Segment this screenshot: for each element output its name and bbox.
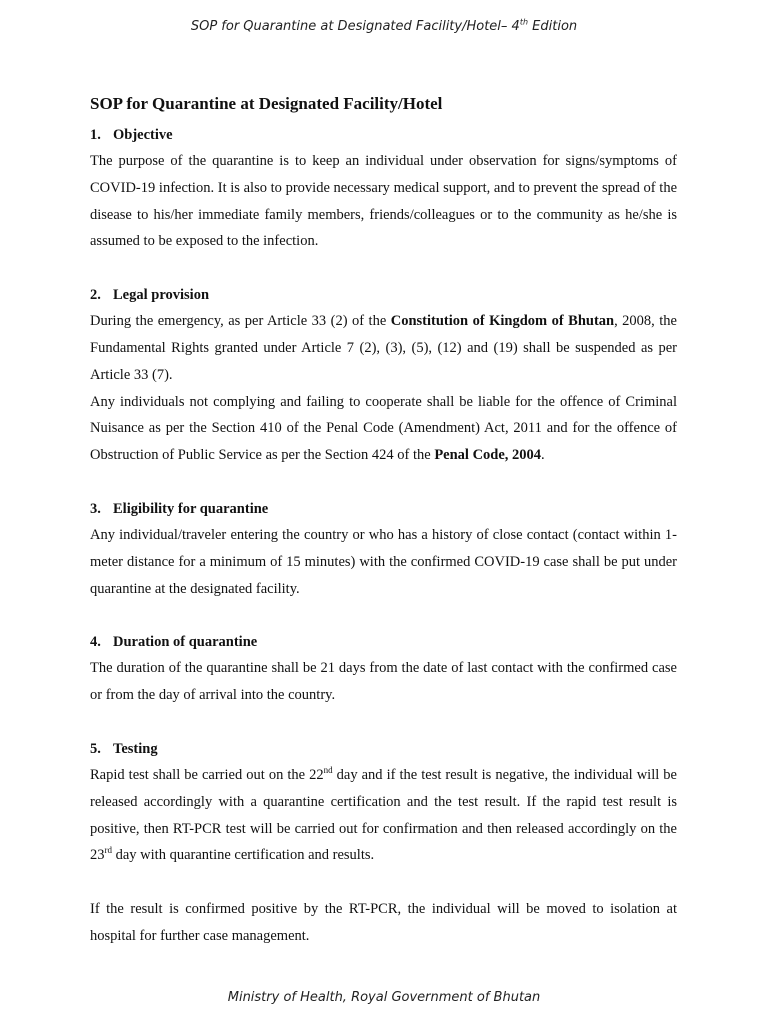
text-run: Rapid test shall be carried out on the 22 xyxy=(90,766,324,783)
paragraph xyxy=(90,389,677,469)
section-heading xyxy=(90,122,677,148)
section-title: Eligibility for quarantine xyxy=(113,500,269,517)
bold-text: Penal Code, 2004 xyxy=(434,447,542,464)
text-run: day and if the test result is negative, the individual will be released accordingly with a quarantine certification and the test result. If the rapid test result is positive, then RT-PCR test will be carried out for confirmation and then released accordingly on the 23 xyxy=(90,766,677,864)
paragraph: The duration of the quarantine shall be 21 days from the date of last contact with the confirmed case or from the day of arrival into the country. xyxy=(90,660,677,704)
section-number: 2. xyxy=(90,287,101,304)
header-tail: Edition xyxy=(528,19,578,34)
page-header xyxy=(0,19,768,34)
section-title: Testing xyxy=(113,740,158,757)
paragraph xyxy=(90,308,677,388)
section-number: 5. xyxy=(90,740,101,757)
section-legal-provision xyxy=(90,282,677,469)
superscript: nd xyxy=(323,765,333,776)
document-body xyxy=(90,92,677,977)
paragraph: The purpose of the quarantine is to keep an individual under observation for signs/symptoms of COVID-19 infection. It is also to provide necessary medical support, and to prevent the spread of the disease to his/her immediate family members, friends/colleagues or to the community as he/she is assumed to be exposed to the infection. xyxy=(90,153,677,250)
section-heading xyxy=(90,736,677,762)
section-duration xyxy=(90,629,677,709)
section-testing xyxy=(90,736,677,950)
text-run: . xyxy=(541,447,545,464)
superscript: rd xyxy=(104,845,112,856)
paragraph xyxy=(90,762,677,869)
section-heading xyxy=(90,282,677,308)
paragraph: Any individual/traveler entering the country or who has a history of close contact (contact within 1-meter distance for a minimum of 15 minutes) with the confirmed COVID-19 case shall be put under quarantine at the designated facility. xyxy=(90,526,677,597)
section-heading xyxy=(90,629,677,655)
document-title: SOP for Quarantine at Designated Facility/Hotel xyxy=(90,94,443,113)
section-heading xyxy=(90,496,677,522)
page-footer: Ministry of Health, Royal Government of Bhutan xyxy=(227,990,541,1005)
section-title: Objective xyxy=(113,127,173,143)
text-run: day with quarantine certification and results. xyxy=(112,847,375,864)
section-number: 4. xyxy=(90,634,101,651)
text-run: Any individuals not complying and failing to cooperate shall be liable for the offence of Criminal Nuisance as per the Section 410 of the Penal Code (Amendment) Act, 2011 and for the offence of Obstruction of Public Service as per the Section 424 of the xyxy=(90,393,677,464)
section-title: Duration of quarantine xyxy=(113,634,258,651)
section-title: Legal provision xyxy=(113,287,210,304)
bold-text: Constitution of Kingdom of Bhutan xyxy=(390,313,615,330)
section-number: 3. xyxy=(90,500,101,517)
section-number: 1. xyxy=(90,127,101,143)
section-eligibility xyxy=(90,496,677,602)
header-superscript: th xyxy=(519,17,529,27)
paragraph: If the result is confirmed positive by the RT-PCR, the individual will be moved to isolation at hospital for further case management. xyxy=(90,901,677,944)
text-run: , 2008, the Fundamental Rights granted under Article 7 (2), (3), (5), (12) and (19) shall be suspended as per Article 33 (7). xyxy=(90,313,677,383)
section-objective xyxy=(90,122,677,255)
text-run: During the emergency, as per Article 33 (2) of the xyxy=(90,313,391,330)
header-text: SOP for Quarantine at Designated Facility/Hotel– 4 xyxy=(190,19,520,34)
